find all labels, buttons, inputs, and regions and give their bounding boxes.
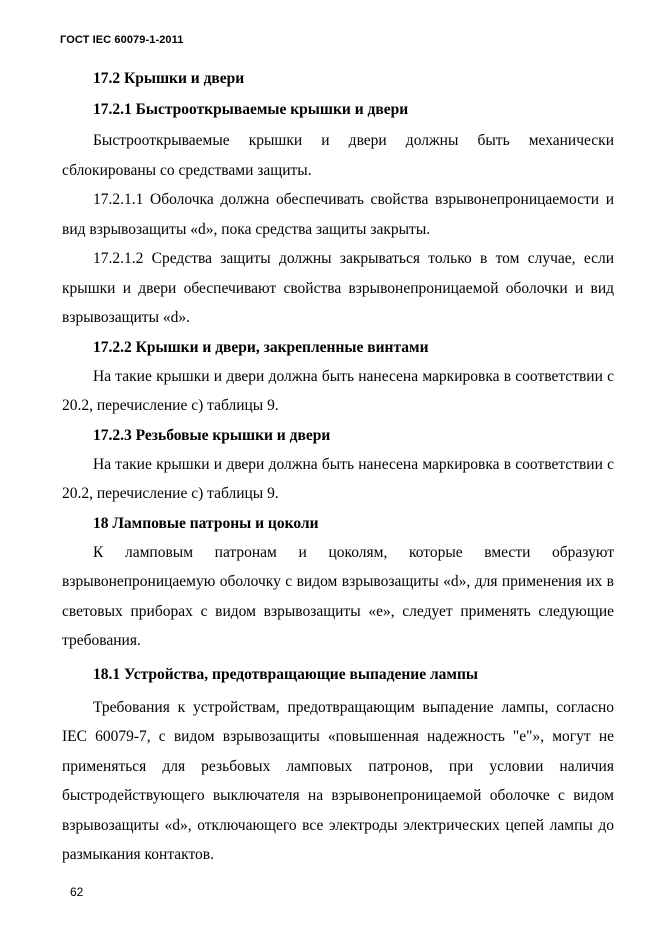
section-heading-18: 18 Ламповые патроны и цоколи — [93, 514, 319, 532]
paragraph-17-2-3: На такие крышки и двери должна быть нанесена маркировка в соответствии с 20.2, перечисление с) таблицы 9. — [62, 455, 614, 502]
section-heading-18-1: 18.1 Устройства, предотвращающие выпадение лампы — [93, 665, 478, 683]
section-heading-17-2-1: 17.2.1 Быстрооткрываемые крышки и двери — [93, 101, 409, 118]
paragraph-18-1: Требования к устройствам, предотвращающим выпадение лампы, согласно IEC 60079-7, с видом взрывозащиты «повышенная надежность "е"», могут не применяться для резьбовых ламповых патронов, при условии наличия быстродействующего выключателя на взрывонепроницаемой оболочке с видом взрывозащиты «d», отключающего все электроды электрических цепей лампы до размыкания контактов. — [62, 698, 614, 863]
paragraph-18: К ламповым патронам и цоколям, которые вмести образуют взрывонепроницаемую оболочку с видом взрывозащиты «d», для применения их в световых приборах с видом взрывозащиты «е», следует применять следующие требования. — [62, 543, 614, 649]
page-number: 62 — [70, 885, 84, 899]
page-body — [62, 64, 614, 870]
paragraph-17-2-1: Быстрооткрываемые крышки и двери должны быть механически сблокированы со средствами защиты. — [62, 132, 614, 179]
section-heading-17-2-3: 17.2.3 Резьбовые крышки и двери — [93, 426, 331, 444]
section-heading-17-2: 17.2 Крышки и двери — [93, 70, 245, 87]
paragraph-17-2-2: На такие крышки и двери должна быть нанесена маркировка в соответствии с 20.2, перечисление с) таблицы 9. — [62, 367, 614, 414]
paragraph-17-2-1-1: 17.2.1.1 Оболочка должна обеспечивать свойства взрывонепроницаемости и вид взрывозащиты «d», пока средства защиты закрыты. — [62, 191, 614, 238]
paragraph-17-2-1-2: 17.2.1.2 Средства защиты должны закрываться только в том случае, если крышки и двери обеспечивают свойства взрывонепроницаемой оболочки и вид взрывозащиты «d». — [62, 250, 614, 326]
document-code-header: ГОСТ IEC 60079-1-2011 — [60, 34, 184, 46]
section-heading-17-2-2: 17.2.2 Крышки и двери, закрепленные винтами — [93, 338, 429, 356]
